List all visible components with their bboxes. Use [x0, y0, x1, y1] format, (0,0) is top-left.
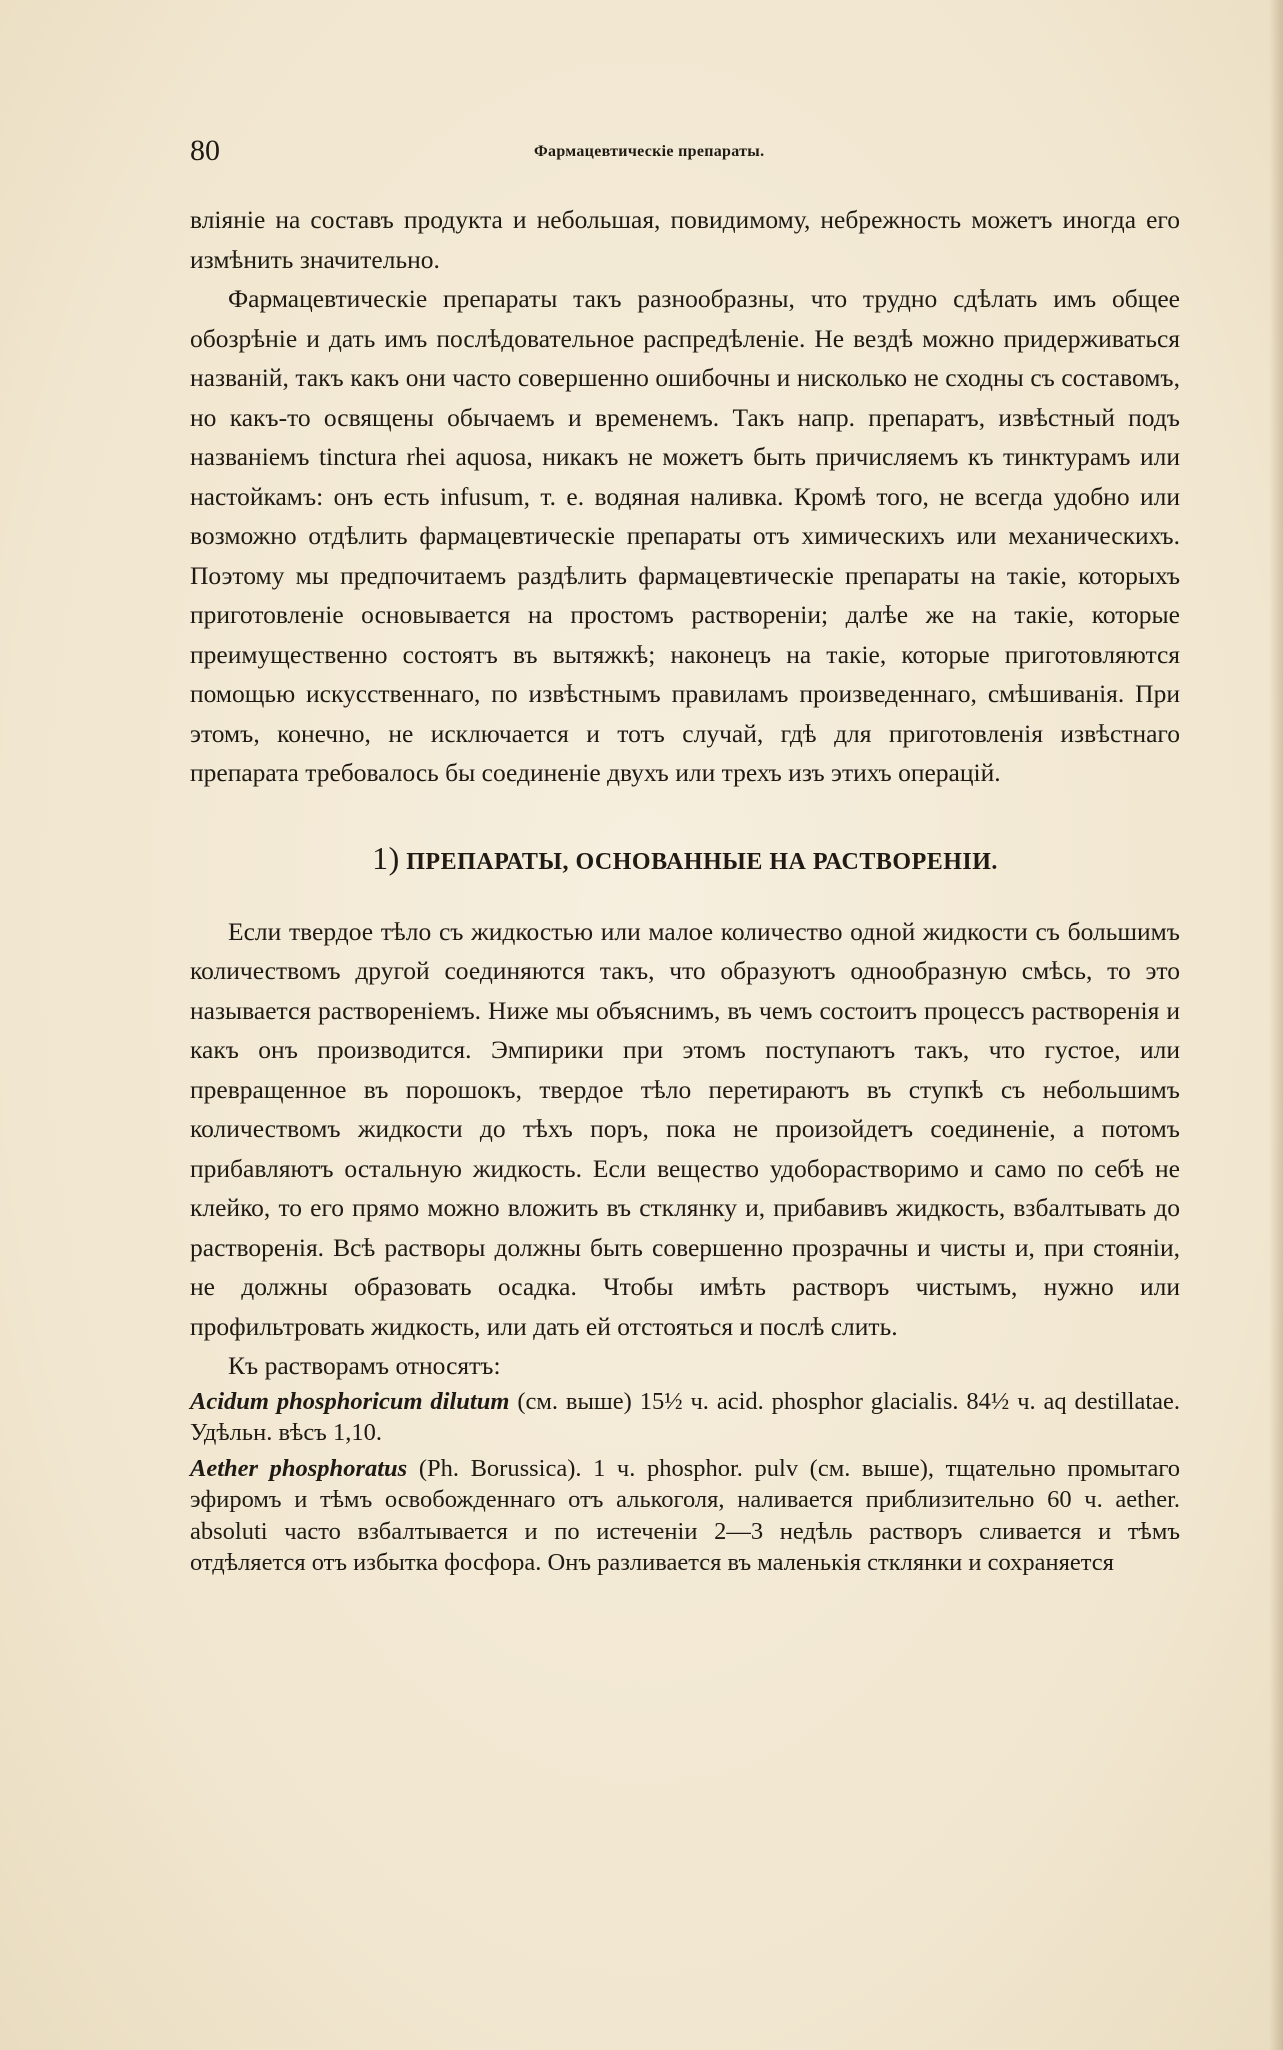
paragraph-intro: Фармацевтическіе препараты такъ разнообразны, что трудно сдѣлать имъ общее обозрѣніе и дать имъ послѣдовательное распредѣленіе. Не вездѣ можно придерживаться названій, такъ какъ они часто совершенно ошибочны и нисколько не сходны съ составомъ, но какъ-то освящены обычаемъ и временемъ. Такъ напр. препаратъ, извѣстный подъ названіемъ tinctura rhei aquosa, никакъ не можетъ быть причисляемъ къ тинктурамъ или настойкамъ: онъ есть infusum, т. е. водяная наливка. Кромѣ того, не всегда удобно или возможно отдѣлить фармацевтическіе препараты отъ химическихъ или механическихъ. Поэтому мы предпочитаемъ раздѣлить фармацевтическіе препараты на такіе, которыхъ приготовленіе основывается на простомъ раствореніи; далѣе же на такіе, которые преимущественно состоятъ въ вытяжкѣ; наконецъ на такіе, которые приготовляются помощью искусственнаго, по извѣстнымъ правиламъ произведеннаго, смѣшиванія. При этомъ, конечно, не исключается и тотъ случай, гдѣ для приготовленія извѣстнаго препарата требовалось бы соединеніе двухъ или трехъ изъ этихъ операцій. — [190, 284, 1180, 787]
paragraph-list-intro: Къ растворамъ относятъ: — [228, 1351, 501, 1380]
section-number: 1) — [372, 839, 400, 876]
entry-acidum-phosphoricum — [190, 1386, 1180, 1449]
body-text — [190, 200, 1180, 1579]
page-edge-shadow — [1269, 0, 1283, 2050]
running-title: Фармацевтическіе препараты. — [534, 143, 765, 160]
entry-term: Aether phosphoratus — [190, 1454, 408, 1482]
entry-text: (см. выше) 15½ ч. acid. phosphor glacialis. 84½ ч. aq destillatae. Удѣльн. вѣсъ 1,10. — [190, 1387, 1180, 1446]
section-heading — [190, 839, 1180, 882]
section-title: ПРЕПАРАТЫ, ОСНОВАННЫЕ НА РАСТВОРЕНІИ. — [406, 848, 998, 875]
page-number: 80 — [190, 134, 220, 167]
entry-aether-phosphoratus — [190, 1453, 1180, 1579]
entry-text: (Ph. Borussica). 1 ч. phosphor. pulv (см. выше), тщательно промытаго эфиромъ и тѣмъ освобожденнаго отъ алькоголя, наливается приблизительно 60 ч. aether. absoluti часто взбалтывается и по истеченіи 2—3 недѣль растворъ сливается и тѣмъ отдѣляется отъ избытка фосфора. Онъ разливается въ маленькія стклянки и сохраняется — [190, 1454, 1181, 1576]
page-header — [190, 134, 1180, 174]
paragraph-dissolution: Если твердое тѣло съ жидкостью или малое количество одной жидкости съ большимъ количествомъ другой соединяются такъ, что образуютъ однообразную смѣсь, то это называется раствореніемъ. Ниже мы объяснимъ, въ чемъ состоитъ процессъ растворенія и какъ онъ производится. Эмпирики при этомъ поступаютъ такъ, что густое, или превращенное въ порошокъ, твердое тѣло перетираютъ въ ступкѣ съ небольшимъ количествомъ жидкости до тѣхъ поръ, пока не произойдетъ соединеніе, а потомъ прибавляютъ остальную жидкость. Если вещество удоборастворимо и само по себѣ не клейко, то его прямо можно вложить въ стклянку и, прибавивъ жидкость, взбалтывать до растворенія. Всѣ растворы должны быть совершенно прозрачны и чисты и, при стояніи, не должны образовать осадка. Чтобы имѣть растворъ чистымъ, нужно или профильтровать жидкость, или дать ей отстояться и послѣ слить. — [190, 916, 1180, 1341]
paragraph-continued: вліяніе на составъ продукта и небольшая, повидимому, небрежность можетъ иногда его измѣнить значительно. — [190, 205, 1180, 274]
entry-term: Acidum phosphoricum dilutum — [190, 1387, 510, 1415]
